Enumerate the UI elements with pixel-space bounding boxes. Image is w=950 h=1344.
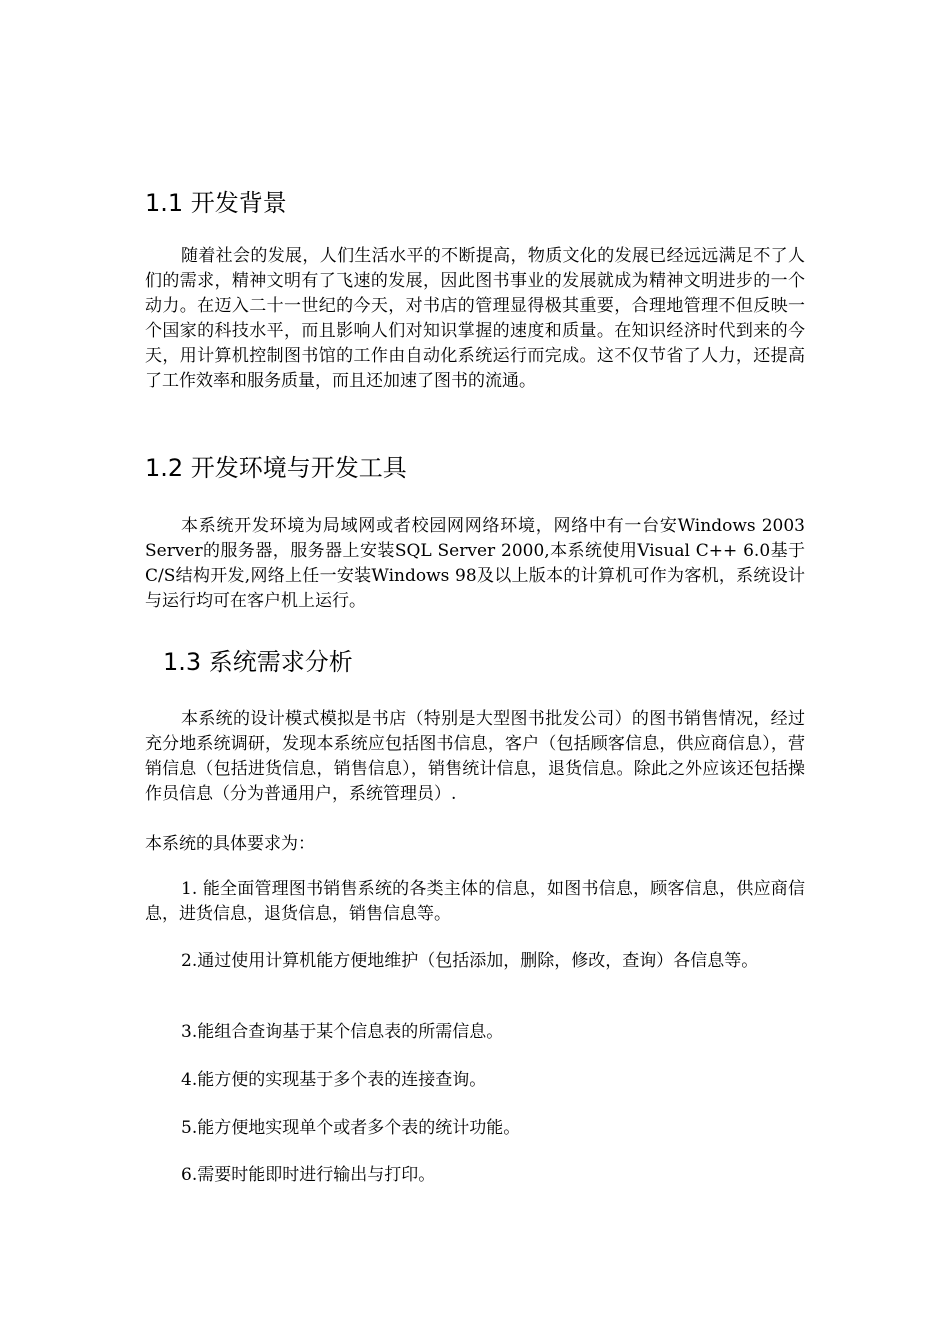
section-heading-1-3: 1.3 系统需求分析 <box>163 648 353 676</box>
requirement-item-4: 4.能方便的实现基于多个表的连接查询。 <box>181 1070 487 1090</box>
paragraph-background: 随着社会的发展，人们生活水平的不断提高，物质文化的发展已经远远满足不了人们的需求，精神文明有了飞速的发展，因此图书事业的发展就成为精神文明进步的一个动力。在迈入二十一世纪的今天，对书店的管理显得极其重要，合理地管理不但反映一个国家的科技水平，而且影响人们对知识掌握的速度和质量。在知识经济时代到来的今天，用计算机控制图书馆的工作由自动化系统运行而完成。这不仅节省了人力，还提高了工作效率和服务质量，而且还加速了图书的流通。 <box>145 246 805 391</box>
section-heading-1-2: 1.2 开发环境与开发工具 <box>145 454 407 482</box>
requirement-item-1: 1. 能全面管理图书销售系统的各类主体的信息，如图书信息，顾客信息，供应商信息，进货信息，退货信息，销售信息等。 <box>145 879 805 924</box>
section-heading-1-1: 1.1 开发背景 <box>145 189 287 217</box>
paragraph-requirements-lead: 本系统的具体要求为： <box>145 834 315 854</box>
requirement-item-6: 6.需要时能即时进行输出与打印。 <box>181 1165 436 1185</box>
requirement-item-3: 3.能组合查询基于某个信息表的所需信息。 <box>181 1022 504 1042</box>
paragraph-environment: 本系统开发环境为局域网或者校园网网络环境，网络中有一台安Windows 2003 Server的服务器，服务器上安装SQL Server 2000,本系统使用Visual C++ 6.0基于C/S结构开发,网络上任一安装Windows 98及以上版本的计算机可作为客机，系统设计与运行均可在客户机上运行。 <box>145 516 805 611</box>
paragraph-requirements-intro: 本系统的设计模式模拟是书店（特别是大型图书批发公司）的图书销售情况，经过充分地系统调研，发现本系统应包括图书信息，客户（包括顾客信息，供应商信息），营销信息（包括进货信息，销售信息），销售统计信息，退货信息。除此之外应该还包括操作员信息（分为普通用户，系统管理员）. <box>145 709 805 804</box>
requirement-item-2: 2.通过使用计算机能方便地维护（包括添加，删除，修改，查询）各信息等。 <box>181 951 759 971</box>
requirement-item-5: 5.能方便地实现单个或者多个表的统计功能。 <box>181 1118 521 1138</box>
